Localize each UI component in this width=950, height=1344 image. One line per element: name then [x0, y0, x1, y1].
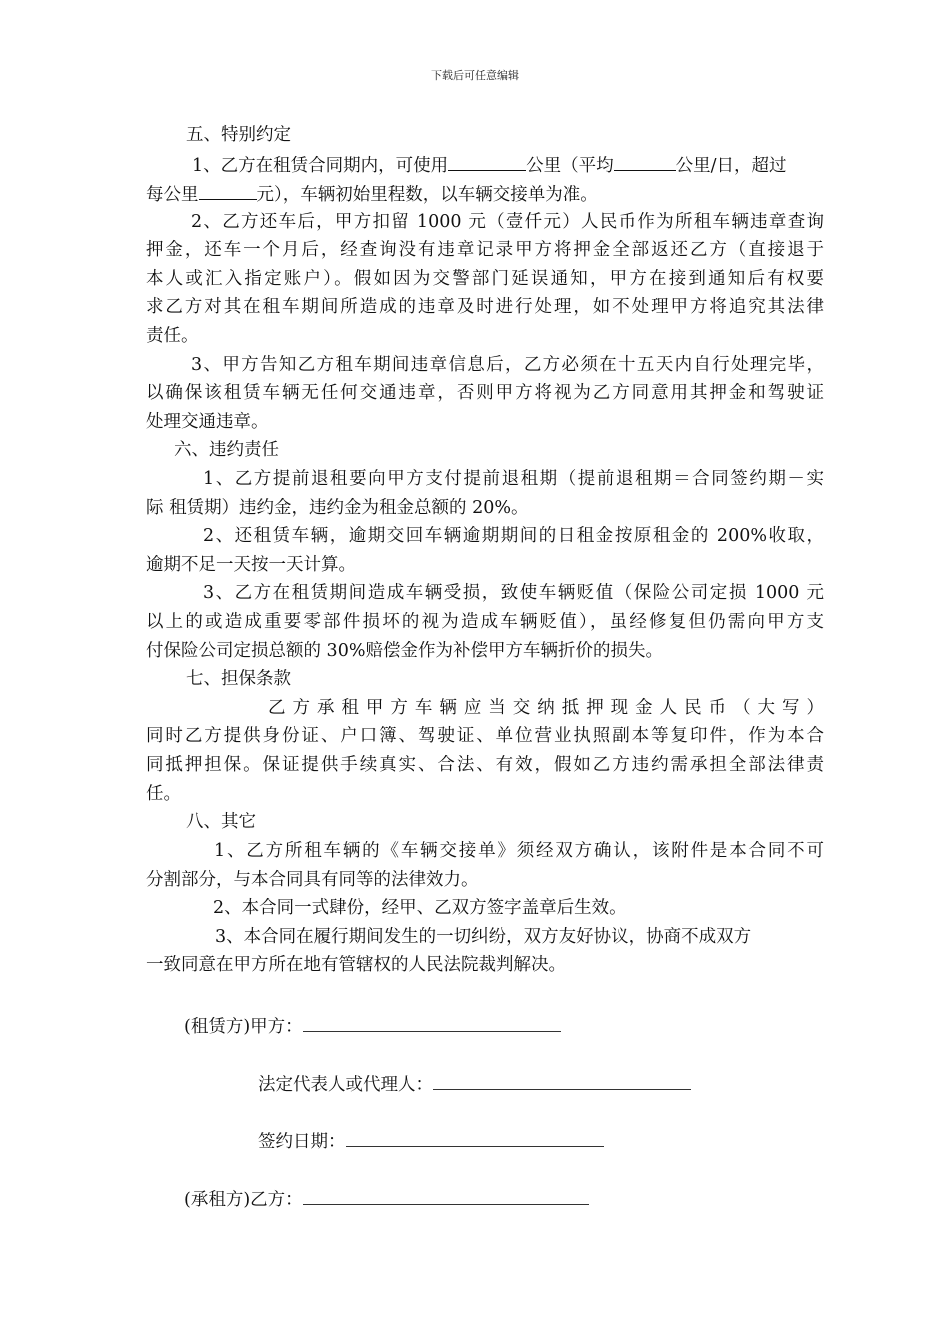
clause-7-line-2: 同时乙方提供身份证、户口簿、驾驶证、单位营业执照副本等复印件，作为本合 — [146, 726, 824, 746]
party-a-signature-line[interactable] — [303, 1013, 561, 1032]
clause-5-1-text-c: 公里/日，超过 — [675, 156, 787, 176]
daily-average-blank[interactable] — [614, 153, 676, 171]
clause-5-2-line-3: 本人或汇入指定账户）。假如因为交警部门延误通知，甲方在接到通知后有权要 — [146, 269, 824, 289]
clause-5-3-line-2: 以确保该租赁车辆无任何交通违章，否则甲方将视为乙方同意用其押金和驾驶证 — [146, 383, 824, 403]
clause-5-1-text-b: 公里（平均 — [526, 156, 614, 176]
party-b-signature-row — [184, 1186, 589, 1211]
clause-5-3-line-3: 处理交通违章。 — [146, 412, 269, 432]
clause-8-3-line-2: 一致同意在甲方所在地有管辖权的人民法院裁判解决。 — [146, 955, 566, 975]
clause-7-line-1: 乙方承租甲方车辆应当交纳抵押现金人民币（大写） — [268, 698, 824, 718]
signing-date-label: 签约日期： — [258, 1132, 346, 1152]
clause-5-3-line-1: 3、甲方告知乙方租车期间违章信息后，乙方必须在十五天内自行处理完毕， — [191, 355, 824, 375]
representative-label: 法定代表人或代理人： — [258, 1075, 433, 1095]
clause-6-2-line-2: 逾期不足一天按一天计算。 — [146, 555, 356, 575]
clause-6-3-line-2: 以上的或造成重要零部件损坏的视为造成车辆贬值），虽经修复但仍需向甲方支 — [146, 612, 824, 632]
clause-5-2-line-1: 2、乙方还车后，甲方扣留 1000 元（壹仟元）人民币作为所租车辆违章查询 — [191, 212, 824, 232]
clause-5-1-line-2 — [146, 182, 598, 206]
clause-5-1-line-1 — [192, 153, 787, 177]
signing-date-row — [258, 1128, 604, 1153]
page-header: 下载后可任意编辑 — [431, 69, 519, 82]
clause-6-3-line-3: 付保险公司定损总额的 30%赔偿金作为补偿甲方车辆折价的损失。 — [146, 641, 663, 661]
party-a-signature-row — [184, 1013, 561, 1038]
section-7-heading: 七、担保条款 — [186, 669, 291, 689]
clause-7-line-3: 同抵押担保。保证提供手续真实、合法、有效，假如乙方违约需承担全部法律责 — [146, 755, 824, 775]
section-5-heading: 五、特别约定 — [186, 125, 291, 145]
clause-5-1-text-a: 1、乙方在租赁合同期内，可使用 — [192, 156, 449, 176]
clause-8-2: 2、本合同一式肆份，经甲、乙双方签字盖章后生效。 — [213, 898, 627, 918]
clause-5-1-text-e: 元），车辆初始里程数，以车辆交接单为准。 — [256, 185, 598, 205]
mileage-blank[interactable] — [448, 153, 526, 171]
clause-8-1-line-2: 分割部分，与本合同具有同等的法律效力。 — [146, 870, 479, 890]
clause-5-2-line-4: 求乙方对其在租车期间所造成的违章及时进行处理，如不处理甲方将追究其法律 — [146, 297, 824, 317]
party-b-label: (承租方)乙方： — [184, 1190, 303, 1210]
clause-6-1-line-1: 1、乙方提前退租要向甲方支付提前退租期（提前退租期＝合同签约期－实 — [203, 469, 824, 489]
party-b-signature-line[interactable] — [303, 1186, 589, 1205]
clause-6-3-line-1: 3、乙方在租赁期间造成车辆受损，致使车辆贬值（保险公司定损 1000 元 — [203, 583, 824, 603]
representative-signature-line[interactable] — [433, 1071, 691, 1090]
signing-date-line[interactable] — [346, 1128, 604, 1147]
per-km-price-blank[interactable] — [199, 182, 257, 200]
section-8-heading: 八、其它 — [186, 812, 256, 832]
clause-6-2-line-1: 2、还租赁车辆，逾期交回车辆逾期期间的日租金按原租金的 200%收取， — [203, 526, 824, 546]
clause-7-line-4: 任。 — [146, 784, 181, 804]
clause-5-1-text-d: 每公里 — [146, 185, 199, 205]
section-6-heading: 六、违约责任 — [174, 440, 279, 460]
representative-signature-row — [258, 1071, 691, 1096]
clause-5-2-line-5: 责任。 — [146, 326, 199, 346]
clause-8-3-line-1: 3、本合同在履行期间发生的一切纠纷，双方友好协议，协商不成双方 — [215, 927, 752, 947]
clause-8-1-line-1: 1、乙方所租车辆的《车辆交接单》须经双方确认，该附件是本合同不可 — [214, 841, 824, 861]
clause-5-2-line-2: 押金，还车一个月后，经查询没有违章记录甲方将押金全部返还乙方（直接退于 — [146, 240, 824, 260]
clause-6-1-line-2: 际 租赁期）违约金，违约金为租金总额的 20%。 — [146, 498, 529, 518]
party-a-label: (租赁方)甲方： — [184, 1017, 303, 1037]
